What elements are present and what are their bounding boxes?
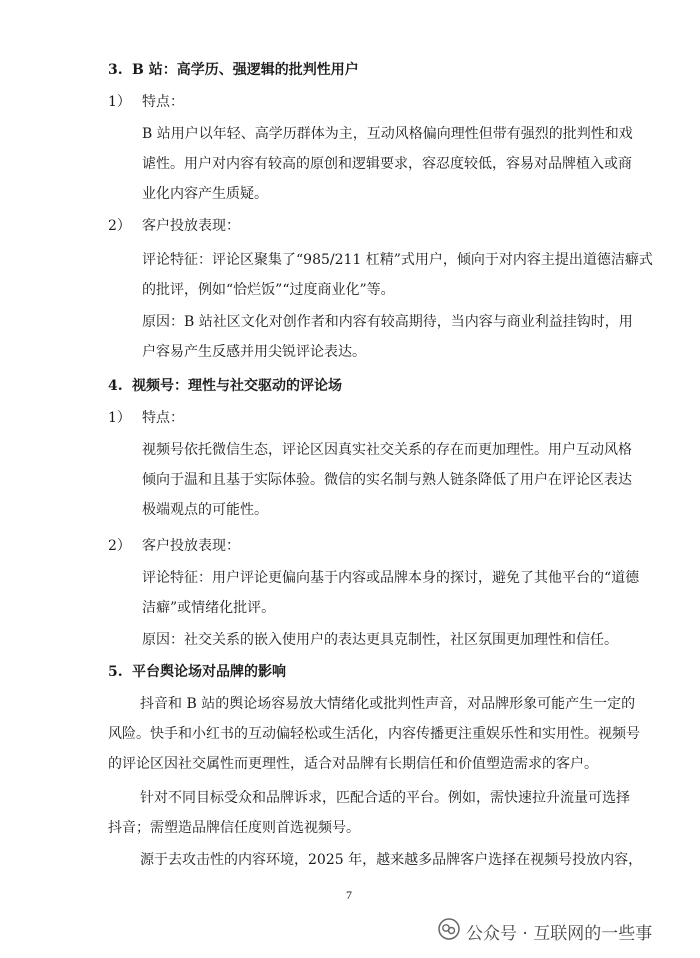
s3-item-1-text-line: 业化内容产生质疑。 — [142, 186, 268, 202]
sec5-paragraph-line: 针对不同目标受众和品牌诉求，匹配合适的平台。例如，需快速拉升流量可选择 — [140, 790, 630, 806]
section-5-number: 5. — [108, 664, 123, 680]
s4-item-1-text-line: 视频号依托微信生态，评论区因真实社交关系的存在而更加理性。用户互动风格 — [142, 442, 632, 458]
s4-item-2-label: 客户投放表现： — [142, 538, 240, 554]
s3-comment-line: 评论特征：评论区聚集了“985/211 杠精”式用户，倾向于对内容主提出道德洁癖式 — [142, 252, 653, 268]
sec5-paragraph-line: 抖音；需塑造品牌信任度则首选视频号。 — [108, 820, 360, 836]
page-number: 7 — [346, 888, 352, 902]
sec5-paragraph-line: 的评论区因社交属性而更理性，适合对品牌有长期信任和价值塑造需求的客户。 — [108, 756, 598, 772]
section-3-title: B 站：高学历、强逻辑的批判性用户 — [132, 62, 359, 78]
s3-item-2-label: 客户投放表现： — [142, 218, 240, 234]
s3-item-2-number: 2） — [108, 218, 131, 234]
s3-item-1-text-line: 谑性。用户对内容有较高的原创和逻辑要求，容忍度较低，容易对品牌植入或商 — [142, 156, 632, 172]
watermark — [438, 918, 652, 945]
s4-reason-line: 原因：社交关系的嵌入使用户的表达更具克制性，社区氛围更加理性和信任。 — [142, 632, 618, 648]
s3-item-1-label: 特点： — [142, 94, 184, 110]
sec5-paragraph-line: 源于去攻击性的内容环境，2025 年，越来越多品牌客户选择在视频号投放内容， — [140, 852, 643, 868]
watermark-text: 公众号 · 互联网的一些事 — [466, 924, 653, 944]
s4-item-1-number: 1） — [108, 410, 131, 426]
s4-item-2-number: 2） — [108, 538, 131, 554]
sec5-paragraph-line: 风险。快手和小红书的互动偏轻松或生活化，内容传播更注重娱乐性和实用性。视频号 — [108, 726, 640, 742]
s4-item-1-text-line: 倾向于温和且基于实际体验。微信的实名制与熟人链条降低了用户在评论区表达 — [142, 472, 632, 488]
s3-comment-line: 的批评，例如“恰烂饭”“过度商业化”等。 — [142, 282, 395, 298]
sec5-paragraph-line: 抖音和 B 站的舆论场容易放大情绪化或批判性声音，对品牌形象可能产生一定的 — [140, 696, 636, 712]
s3-item-1-number: 1） — [108, 94, 131, 110]
s3-reason-line: 户容易产生反感并用尖锐评论表达。 — [142, 344, 366, 360]
section-4-title: 视频号：理性与社交驱动的评论场 — [132, 378, 342, 394]
wechat-official-account-icon — [438, 918, 460, 945]
s4-comment-line: 洁癖”或情绪化批评。 — [142, 600, 276, 616]
s4-item-1-label: 特点： — [142, 410, 184, 426]
s3-reason-line: 原因：B 站社区文化对创作者和内容有较高期待，当内容与商业利益挂钩时，用 — [142, 314, 633, 330]
s3-item-1-text-line: B 站用户以年轻、高学历群体为主，互动风格偏向理性但带有强烈的批判性和戏 — [142, 126, 633, 142]
section-5-title: 平台舆论场对品牌的影响 — [132, 664, 286, 680]
s4-comment-line: 评论特征：用户评论更偏向基于内容或品牌本身的探讨，避免了其他平台的“道德 — [142, 570, 640, 586]
section-4-number: 4. — [108, 378, 123, 394]
section-3-number: 3. — [108, 62, 123, 78]
s4-item-1-text-line: 极端观点的可能性。 — [142, 502, 268, 518]
